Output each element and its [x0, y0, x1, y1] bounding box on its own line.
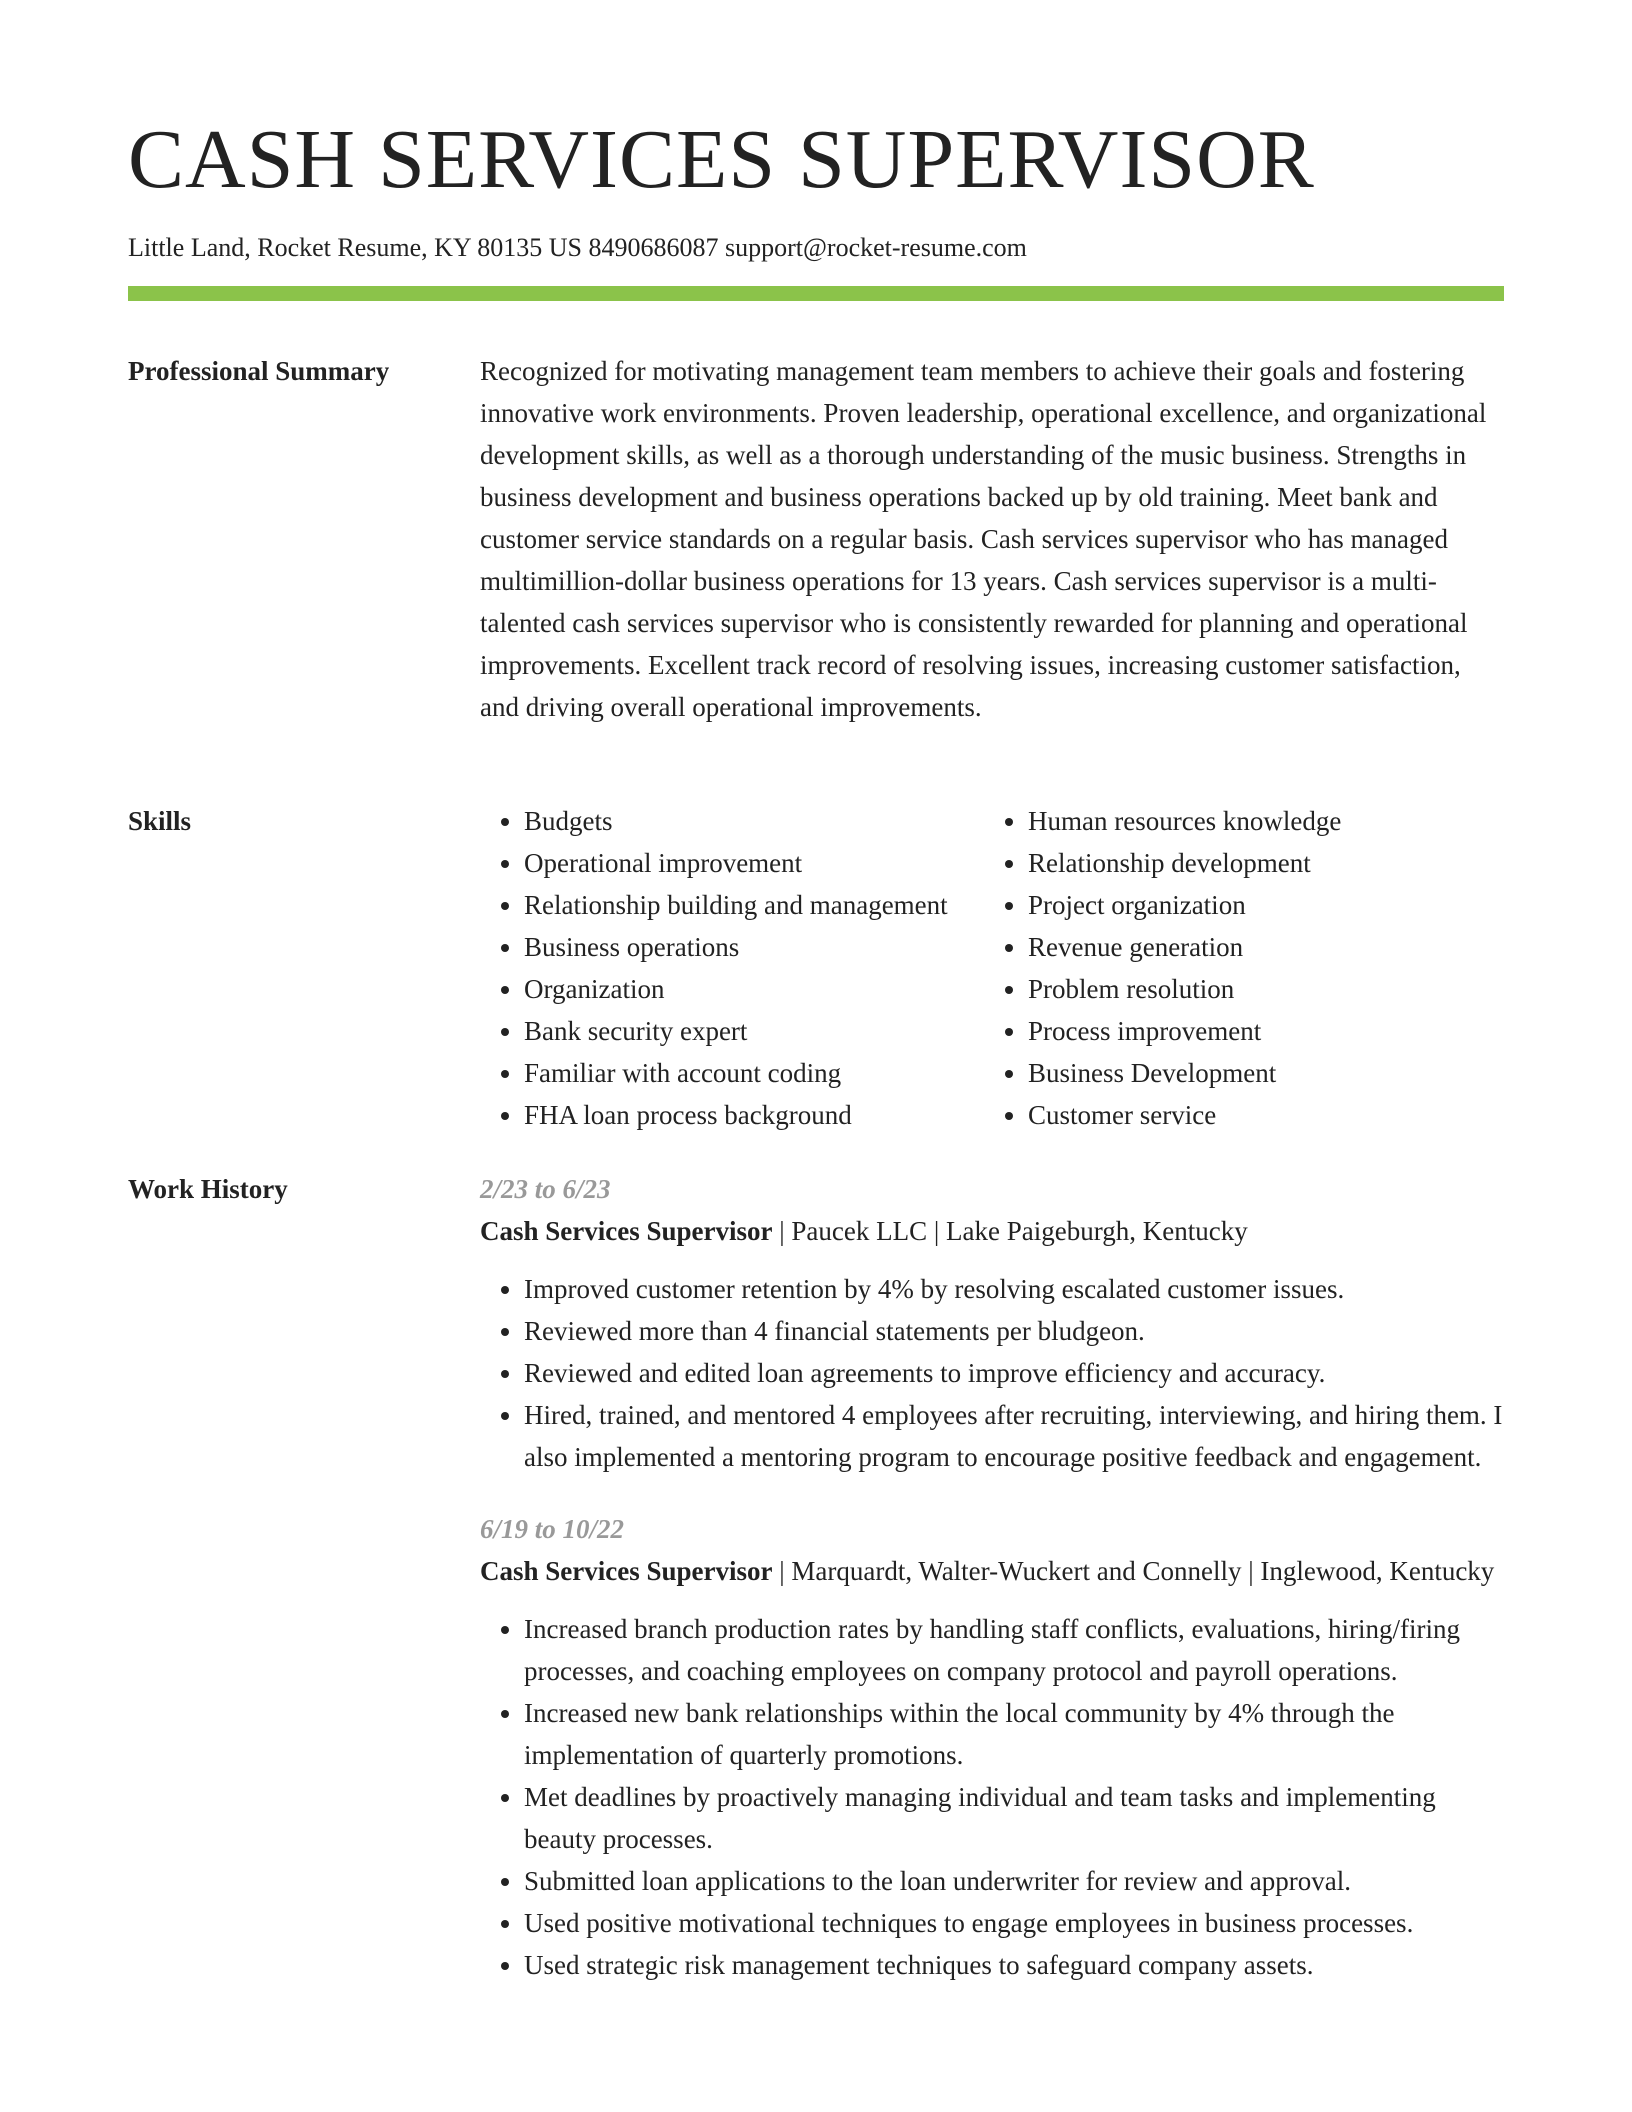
- resume-title: CASH SERVICES SUPERVISOR: [128, 113, 1315, 206]
- skill-item: • Budgets: [524, 800, 984, 842]
- job-bullets: [480, 1608, 1504, 1986]
- job-bullets: [480, 1268, 1504, 1478]
- skill-item: • Business Development: [1028, 1052, 1341, 1094]
- job-company-location: | Paucek LLC | Lake Paigeburgh, Kentucky: [772, 1216, 1248, 1246]
- skills-heading: Skills: [128, 806, 192, 836]
- skill-item: • Problem resolution: [1028, 968, 1341, 1010]
- skill-item: • Familiar with account coding: [524, 1052, 984, 1094]
- accent-divider: [128, 286, 1504, 301]
- skills-list: [480, 800, 1504, 1136]
- job-company-location: | Marquardt, Walter-Wuckert and Connelly | Inglewood, Kentucky: [772, 1556, 1495, 1586]
- skill-item: • Relationship development: [1028, 842, 1341, 884]
- summary-text: Recognized for motivating management team members to achieve their goals and fostering innovative work environments. Proven leadership, operational excellence, and organizational development skills, as well as a thorough understanding of the music business. Strengths in business development and business operations backed up by old training. Meet bank and customer service standards on a regular basis. Cash services supervisor who has managed multimillion-dollar business operations for 13 years. Cash services supervisor is a multi-talented cash services supervisor who is consistently rewarded for planning and operational improvements. Excellent track record of resolving issues, increasing customer satisfaction, and driving overall operational improvements.: [480, 356, 1487, 722]
- work-history-body: [480, 1168, 1504, 2016]
- skill-item: • Operational improvement: [524, 842, 984, 884]
- skill-item: • Relationship building and management: [524, 884, 984, 926]
- job-title: Cash Services Supervisor: [480, 1216, 773, 1246]
- job-dates: 2/23 to 6/23: [480, 1174, 611, 1204]
- skill-item: • FHA loan process background: [524, 1094, 984, 1136]
- job-dates: 6/19 to 10/22: [480, 1514, 625, 1544]
- skills-column-2: [984, 800, 1341, 1136]
- skill-item: • Process improvement: [1028, 1010, 1341, 1052]
- job-bullet: • Used strategic risk management techniques to safeguard company assets.: [524, 1944, 1504, 1986]
- job-header: [480, 1210, 1504, 1252]
- skill-item: • Revenue generation: [1028, 926, 1341, 968]
- skill-item: • Project organization: [1028, 884, 1341, 926]
- skill-item: • Organization: [524, 968, 984, 1010]
- skill-item: • Customer service: [1028, 1094, 1341, 1136]
- job-entry: [480, 1168, 1504, 1478]
- job-entry: [480, 1508, 1504, 1986]
- summary-body: [480, 350, 1504, 728]
- work-history-heading: Work History: [128, 1174, 288, 1204]
- skill-item: • Bank security expert: [524, 1010, 984, 1052]
- job-bullet: • Increased branch production rates by handling staff conflicts, evaluations, hiring/firing processes, and coaching employees on company protocol and payroll operations.: [524, 1608, 1504, 1692]
- job-title: Cash Services Supervisor: [480, 1556, 773, 1586]
- summary-heading: Professional Summary: [128, 356, 390, 386]
- job-bullet: • Reviewed more than 4 financial statements per bludgeon.: [524, 1310, 1504, 1352]
- job-bullet: • Increased new bank relationships within the local community by 4% through the implementation of quarterly promotions.: [524, 1692, 1504, 1776]
- skills-column-1: [480, 800, 984, 1136]
- job-bullet: • Submitted loan applications to the loan underwriter for review and approval.: [524, 1860, 1504, 1902]
- skill-item: • Business operations: [524, 926, 984, 968]
- job-header: [480, 1550, 1504, 1592]
- job-bullet: • Improved customer retention by 4% by resolving escalated customer issues.: [524, 1268, 1504, 1310]
- skill-item: • Human resources knowledge: [1028, 800, 1341, 842]
- job-bullet: • Used positive motivational techniques to engage employees in business processes.: [524, 1902, 1504, 1944]
- contact-line: Little Land, Rocket Resume, KY 80135 US 8490686087 support@rocket-resume.com: [128, 233, 1027, 262]
- job-bullet: • Reviewed and edited loan agreements to improve efficiency and accuracy.: [524, 1352, 1504, 1394]
- job-bullet: • Hired, trained, and mentored 4 employees after recruiting, interviewing, and hiring them. I also implemented a mentoring program to encourage positive feedback and engagement.: [524, 1394, 1504, 1478]
- job-bullet: • Met deadlines by proactively managing individual and team tasks and implementing beauty processes.: [524, 1776, 1504, 1860]
